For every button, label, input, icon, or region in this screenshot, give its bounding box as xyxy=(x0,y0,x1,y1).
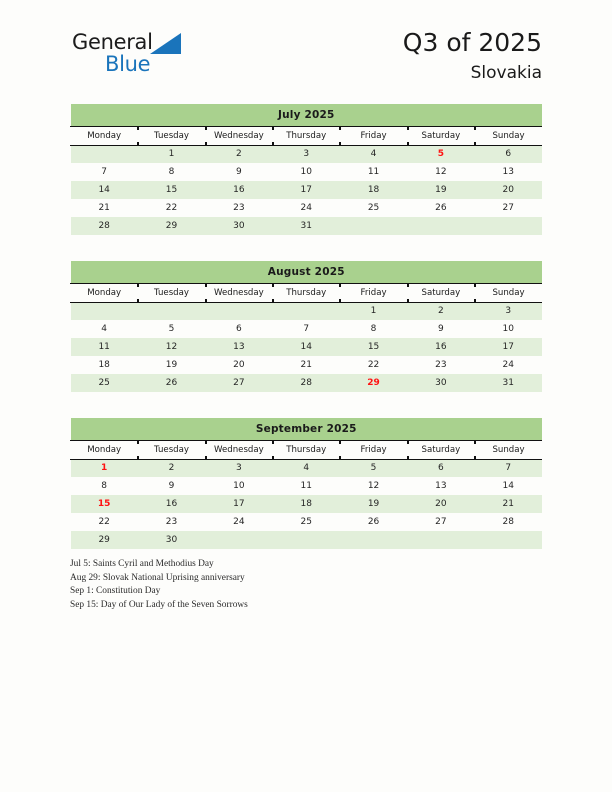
day-cell[interactable]: 10 xyxy=(475,320,542,338)
day-cell-empty xyxy=(407,531,474,549)
day-cell-empty xyxy=(340,217,407,235)
weekday-header-saturday: Saturday xyxy=(407,440,474,459)
day-cell[interactable]: 21 xyxy=(273,356,340,374)
day-cell[interactable]: 15 xyxy=(340,338,407,356)
day-cell[interactable]: 28 xyxy=(273,374,340,392)
holiday-note-line: Aug 29: Slovak National Uprising anniversary xyxy=(70,572,245,583)
day-cell[interactable]: 4 xyxy=(71,320,138,338)
day-cell-empty xyxy=(475,531,542,549)
week-row xyxy=(71,531,543,549)
day-cell-empty xyxy=(71,302,138,320)
day-cell[interactable]: 3 xyxy=(205,459,272,477)
holiday-note-line: Jul 5: Saints Cyril and Methodius Day xyxy=(70,559,214,569)
weekday-header-row xyxy=(71,283,543,302)
week-row xyxy=(71,163,543,181)
month-block xyxy=(70,418,542,549)
month-block xyxy=(70,104,542,235)
day-cell[interactable]: 11 xyxy=(340,163,407,181)
weekday-header-tuesday: Tuesday xyxy=(138,440,205,459)
day-cell[interactable]: 26 xyxy=(407,199,474,217)
day-cell[interactable]: 22 xyxy=(71,513,138,531)
day-cell[interactable]: 4 xyxy=(340,145,407,163)
month-title: August 2025 xyxy=(71,261,543,283)
weekday-header-friday: Friday xyxy=(340,283,407,302)
day-cell[interactable]: 12 xyxy=(138,338,205,356)
day-cell[interactable]: 16 xyxy=(205,181,272,199)
weekday-header-thursday: Thursday xyxy=(273,440,340,459)
day-cell[interactable]: 15 xyxy=(138,181,205,199)
day-cell[interactable]: 24 xyxy=(205,513,272,531)
day-cell[interactable]: 7 xyxy=(273,320,340,338)
day-cell[interactable]: 1 xyxy=(138,145,205,163)
week-row xyxy=(71,477,543,495)
day-cell-empty xyxy=(138,302,205,320)
month-table xyxy=(70,418,542,549)
week-row xyxy=(71,145,543,163)
day-cell[interactable]: 30 xyxy=(138,531,205,549)
day-cell[interactable]: 25 xyxy=(340,199,407,217)
weekday-header-thursday: Thursday xyxy=(273,126,340,145)
weekday-header-saturday: Saturday xyxy=(407,126,474,145)
weekday-header-wednesday: Wednesday xyxy=(205,440,272,459)
day-cell[interactable]: 28 xyxy=(71,217,138,235)
week-row xyxy=(71,459,543,477)
weekday-header-row xyxy=(71,440,543,459)
week-row xyxy=(71,320,543,338)
month-block xyxy=(70,261,542,392)
day-cell[interactable]: 16 xyxy=(407,338,474,356)
day-cell-holiday[interactable]: 5 xyxy=(407,145,474,163)
day-cell-empty xyxy=(340,531,407,549)
day-cell-holiday[interactable]: 15 xyxy=(71,495,138,513)
holiday-note-line: Sep 15: Day of Our Lady of the Seven Sorrows xyxy=(70,599,248,610)
day-cell[interactable]: 14 xyxy=(273,338,340,356)
day-cell[interactable]: 8 xyxy=(138,163,205,181)
day-cell[interactable]: 14 xyxy=(71,181,138,199)
weekday-header-sunday: Sunday xyxy=(475,440,542,459)
day-cell[interactable]: 3 xyxy=(475,302,542,320)
weekday-header-monday: Monday xyxy=(71,283,138,302)
week-row xyxy=(71,302,543,320)
day-cell[interactable]: 12 xyxy=(407,163,474,181)
week-row xyxy=(71,495,543,513)
month-table xyxy=(70,104,542,235)
weekday-header-tuesday: Tuesday xyxy=(138,283,205,302)
week-row xyxy=(71,217,543,235)
day-cell[interactable]: 8 xyxy=(71,477,138,495)
page-title-block xyxy=(403,28,542,85)
day-cell[interactable]: 8 xyxy=(340,320,407,338)
day-cell[interactable]: 4 xyxy=(273,459,340,477)
day-cell[interactable]: 11 xyxy=(273,477,340,495)
day-cell-empty xyxy=(475,217,542,235)
day-cell[interactable]: 24 xyxy=(273,199,340,217)
day-cell[interactable]: 10 xyxy=(205,477,272,495)
day-cell[interactable]: 3 xyxy=(273,145,340,163)
day-cell[interactable]: 26 xyxy=(340,513,407,531)
day-cell-empty xyxy=(273,531,340,549)
day-cell-empty xyxy=(205,531,272,549)
day-cell-holiday[interactable]: 29 xyxy=(340,374,407,392)
day-cell[interactable]: 20 xyxy=(475,181,542,199)
day-cell[interactable]: 10 xyxy=(273,163,340,181)
day-cell-empty xyxy=(205,302,272,320)
holiday-notes xyxy=(70,558,530,612)
weekday-header-sunday: Sunday xyxy=(475,126,542,145)
holiday-note-line: Sep 1: Constitution Day xyxy=(70,586,161,597)
weekday-header-friday: Friday xyxy=(340,440,407,459)
day-cell[interactable]: 2 xyxy=(407,302,474,320)
day-cell[interactable]: 27 xyxy=(407,513,474,531)
day-cell-empty xyxy=(71,145,138,163)
day-cell[interactable]: 12 xyxy=(340,477,407,495)
day-cell[interactable]: 31 xyxy=(273,217,340,235)
month-title: September 2025 xyxy=(71,418,543,440)
day-cell-empty xyxy=(273,302,340,320)
day-cell[interactable]: 23 xyxy=(205,199,272,217)
weekday-header-wednesday: Wednesday xyxy=(205,126,272,145)
day-cell[interactable]: 22 xyxy=(340,356,407,374)
weekday-header-monday: Monday xyxy=(71,440,138,459)
weekday-header-saturday: Saturday xyxy=(407,283,474,302)
day-cell[interactable]: 21 xyxy=(475,495,542,513)
day-cell[interactable]: 18 xyxy=(71,356,138,374)
day-cell[interactable]: 6 xyxy=(407,459,474,477)
day-cell[interactable]: 21 xyxy=(71,199,138,217)
week-row xyxy=(71,374,543,392)
day-cell[interactable]: 23 xyxy=(138,513,205,531)
logo-text-blue: Blue xyxy=(105,52,151,76)
page-header xyxy=(0,0,612,100)
day-cell[interactable]: 19 xyxy=(407,181,474,199)
brand-logo xyxy=(72,30,262,86)
week-row xyxy=(71,356,543,374)
day-cell[interactable]: 30 xyxy=(205,217,272,235)
weekday-header-sunday: Sunday xyxy=(475,283,542,302)
day-cell[interactable]: 27 xyxy=(475,199,542,217)
day-cell[interactable]: 6 xyxy=(475,145,542,163)
day-cell[interactable]: 29 xyxy=(138,217,205,235)
day-cell[interactable]: 28 xyxy=(475,513,542,531)
weekday-header-thursday: Thursday xyxy=(273,283,340,302)
page-title: Q3 of 2025 xyxy=(402,28,542,57)
day-cell[interactable]: 5 xyxy=(138,320,205,338)
day-cell[interactable]: 17 xyxy=(475,338,542,356)
day-cell[interactable]: 13 xyxy=(407,477,474,495)
day-cell[interactable]: 13 xyxy=(205,338,272,356)
day-cell[interactable]: 31 xyxy=(475,374,542,392)
day-cell[interactable]: 19 xyxy=(138,356,205,374)
week-row xyxy=(71,199,543,217)
page-subtitle: Slovakia xyxy=(470,63,542,83)
day-cell[interactable]: 30 xyxy=(407,374,474,392)
day-cell[interactable]: 27 xyxy=(205,374,272,392)
day-cell[interactable]: 2 xyxy=(205,145,272,163)
day-cell[interactable]: 9 xyxy=(138,477,205,495)
day-cell[interactable]: 18 xyxy=(340,181,407,199)
day-cell[interactable]: 11 xyxy=(71,338,138,356)
day-cell[interactable]: 25 xyxy=(273,513,340,531)
day-cell[interactable]: 9 xyxy=(407,320,474,338)
day-cell[interactable]: 23 xyxy=(407,356,474,374)
day-cell[interactable]: 9 xyxy=(205,163,272,181)
day-cell[interactable]: 17 xyxy=(273,181,340,199)
weekday-header-monday: Monday xyxy=(71,126,138,145)
triangle-icon xyxy=(150,33,181,54)
day-cell[interactable]: 14 xyxy=(475,477,542,495)
day-cell-holiday[interactable]: 1 xyxy=(71,459,138,477)
day-cell[interactable]: 2 xyxy=(138,459,205,477)
day-cell[interactable]: 7 xyxy=(71,163,138,181)
month-title: July 2025 xyxy=(71,104,543,126)
weekday-header-row xyxy=(71,126,543,145)
day-cell[interactable]: 22 xyxy=(138,199,205,217)
day-cell[interactable]: 5 xyxy=(340,459,407,477)
weekday-header-friday: Friday xyxy=(340,126,407,145)
week-row xyxy=(71,513,543,531)
weekday-header-wednesday: Wednesday xyxy=(205,283,272,302)
weekday-header-tuesday: Tuesday xyxy=(138,126,205,145)
day-cell[interactable]: 26 xyxy=(138,374,205,392)
day-cell[interactable]: 29 xyxy=(71,531,138,549)
day-cell[interactable]: 19 xyxy=(340,495,407,513)
day-cell[interactable]: 13 xyxy=(475,163,542,181)
day-cell[interactable]: 6 xyxy=(205,320,272,338)
day-cell-empty xyxy=(407,217,474,235)
day-cell[interactable]: 25 xyxy=(71,374,138,392)
day-cell[interactable]: 7 xyxy=(475,459,542,477)
day-cell[interactable]: 18 xyxy=(273,495,340,513)
week-row xyxy=(71,181,543,199)
month-table xyxy=(70,261,542,392)
day-cell[interactable]: 1 xyxy=(340,302,407,320)
day-cell[interactable]: 16 xyxy=(138,495,205,513)
quarter-calendar-list xyxy=(70,104,542,575)
day-cell[interactable]: 24 xyxy=(475,356,542,374)
logo-text-general: General xyxy=(72,30,153,54)
day-cell[interactable]: 20 xyxy=(205,356,272,374)
day-cell[interactable]: 20 xyxy=(407,495,474,513)
week-row xyxy=(71,338,543,356)
day-cell[interactable]: 17 xyxy=(205,495,272,513)
